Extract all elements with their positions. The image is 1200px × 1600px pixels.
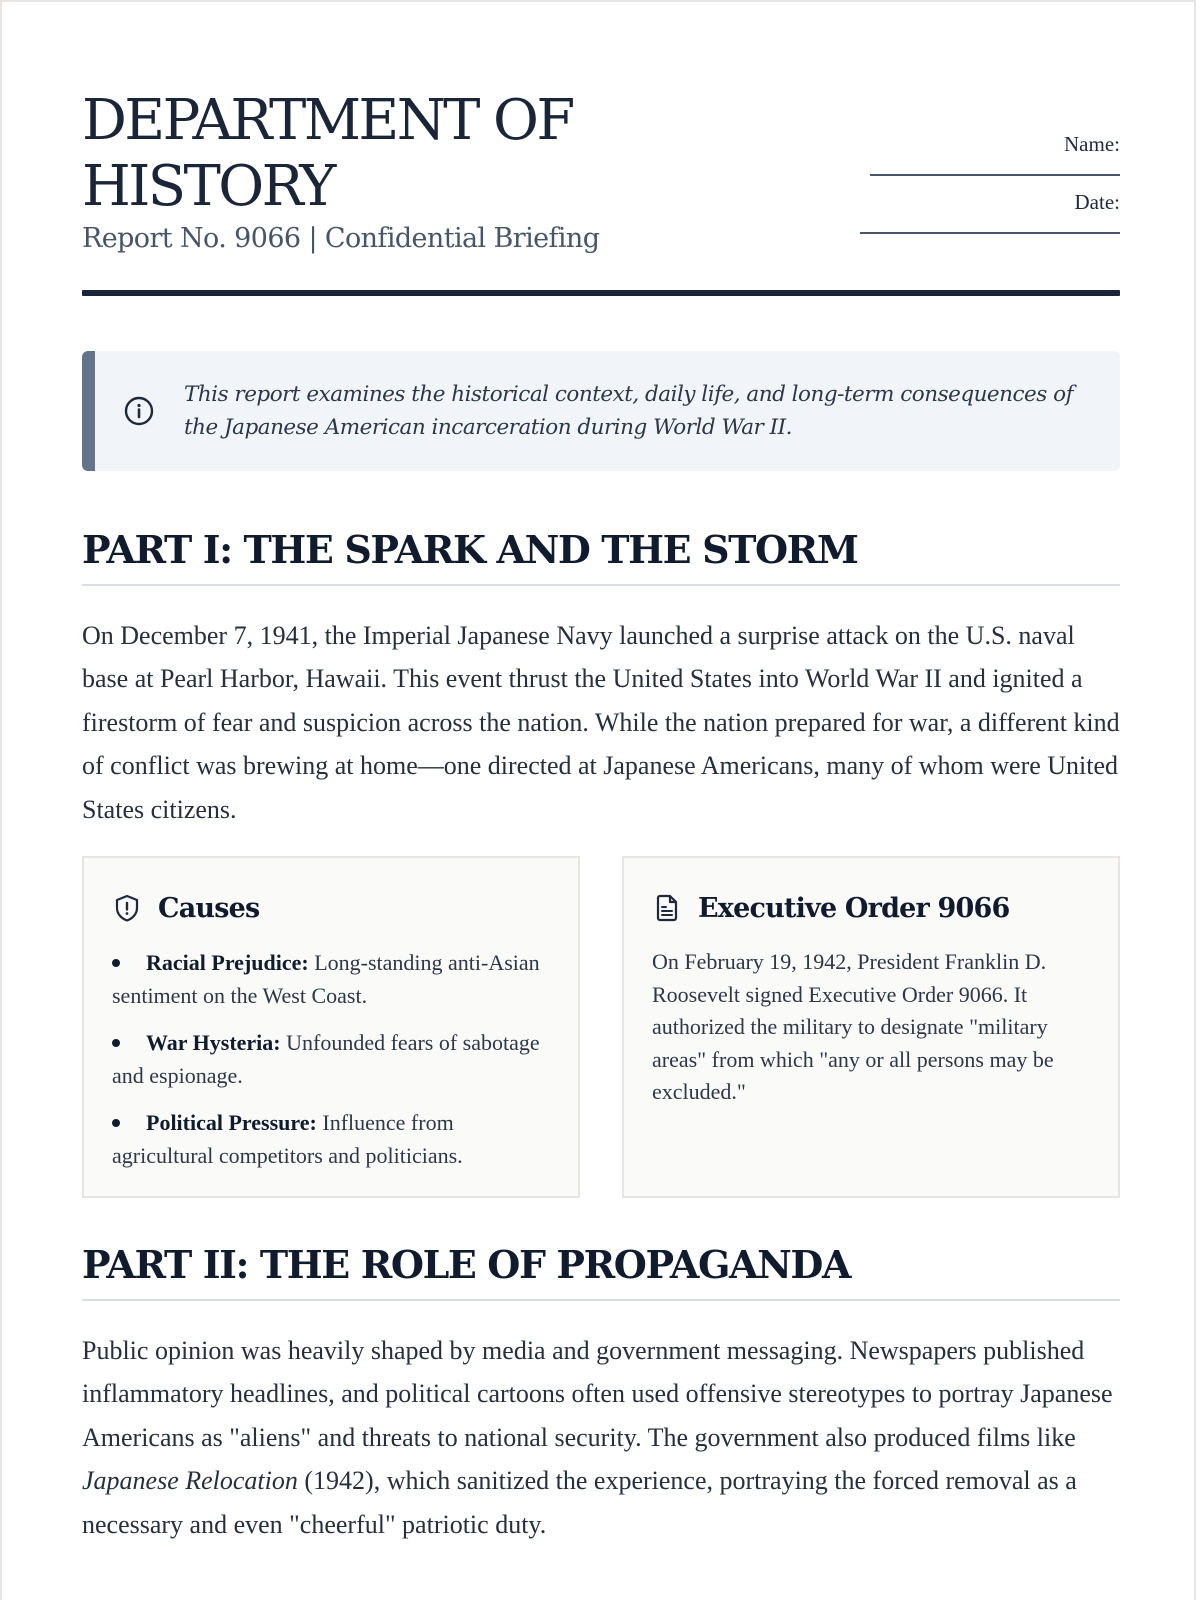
part2-divider [82, 1299, 1120, 1301]
header-divider [82, 290, 1120, 296]
part2-heading: PART II: THE ROLE OF PROPAGANDA [82, 1242, 851, 1287]
list-item [112, 1106, 552, 1172]
cause-term: Racial Prejudice: [146, 950, 309, 975]
causes-title-text: Causes [158, 892, 260, 924]
causes-list [112, 946, 552, 1186]
cause-text: Long-standing anti-Asian sentiment on the West Coast. [112, 950, 540, 1008]
part1-body: On December 7, 1941, the Imperial Japanese Navy launched a surprise attack on the U.S. naval base at Pearl Harbor, Hawaii. This event thrust the United States into World War II and ignited a firestorm of fear and suspicion across the nation. While the nation prepared for war, a different kind of conflict was brewing at home—one directed at Japanese Americans, many of whom were United States citizens. [82, 621, 1120, 824]
cause-text: Unfounded fears of sabotage and espionage. [112, 1030, 540, 1088]
intro-text: This report examines the historical context, daily life, and long-term consequences of the Japanese American incarceration during World War II. [184, 382, 1074, 440]
part1-heading: PART I: THE SPARK AND THE STORM [82, 527, 858, 572]
callout-accent-bar [82, 351, 95, 471]
info-circle-icon [123, 395, 155, 427]
report-header [82, 82, 1120, 298]
report-subtitle: Report No. 9066 | Confidential Briefing [82, 223, 600, 254]
page-title: DEPARTMENT OF HISTORY [82, 88, 573, 219]
executive-order-title-text: Executive Order 9066 [698, 892, 1010, 924]
part2-body-text-end: (1942), which sanitized the experience, portraying the forced removal as a necessary and even "cheerful" patriotic duty. [82, 1466, 1077, 1539]
part2-body [82, 1329, 1120, 1546]
part2-body-text: Public opinion was heavily shaped by media and government messaging. Newspapers published inflammatory headlines, and political cartoons often used offensive stereotypes to portray Japanese Americans as "aliens" and threats to national security. The government also produced films like [82, 1336, 1113, 1452]
causes-card [82, 856, 580, 1198]
intro-callout [82, 351, 1120, 471]
cause-term: War Hysteria: [146, 1030, 281, 1055]
executive-order-card [622, 856, 1120, 1198]
list-item [112, 946, 552, 1012]
executive-order-body: On February 19, 1942, President Franklin D. Roosevelt signed Executive Order 9066. It authorized the military to designate "military areas" from which "any or all persons may be excluded." [652, 949, 1054, 1104]
executive-order-card-title [652, 888, 1010, 928]
date-field-line[interactable] [860, 232, 1120, 234]
name-field-line[interactable] [870, 174, 1120, 176]
shield-alert-icon [112, 893, 142, 923]
film-title: Japanese Relocation [82, 1466, 298, 1496]
name-date-fields [860, 130, 1120, 246]
part1-divider [82, 584, 1120, 586]
causes-card-title [112, 888, 259, 928]
name-label: Name: [1064, 132, 1120, 156]
document-icon [652, 893, 682, 923]
date-label: Date: [1074, 190, 1120, 214]
cause-term: Political Pressure: [146, 1110, 317, 1135]
cause-text: Influence from agricultural competitors and politicians. [112, 1110, 463, 1168]
list-item [112, 1026, 552, 1092]
